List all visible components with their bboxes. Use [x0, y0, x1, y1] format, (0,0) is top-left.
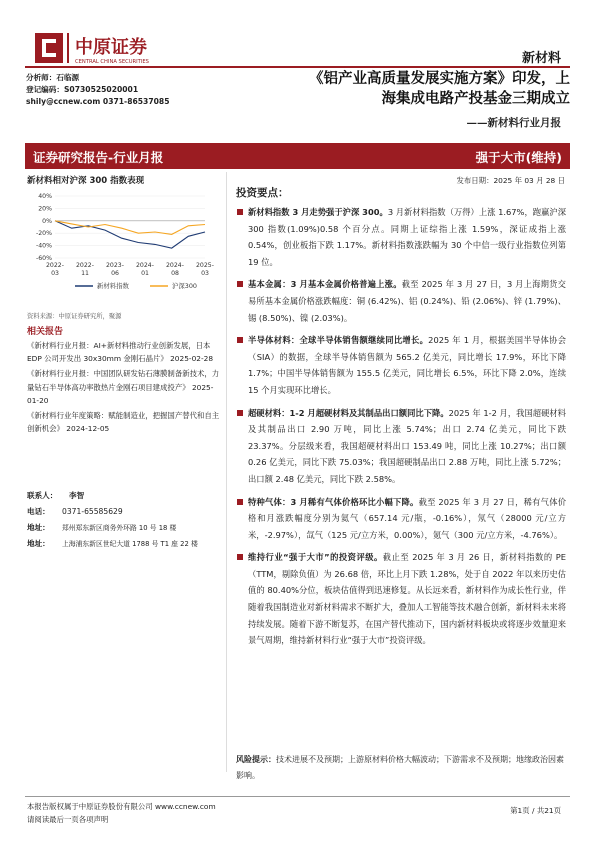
x-tick-label: 2024- — [136, 262, 154, 269]
contact-phone-label: 电话： — [27, 507, 50, 516]
risk-label: 风险提示： — [236, 755, 276, 764]
footer-divider — [25, 796, 570, 797]
performance-chart — [25, 190, 220, 305]
x-tick-label: 2022- — [46, 262, 64, 269]
contact-person-label: 联系人： — [27, 491, 58, 500]
y-tick-label: -60% — [36, 255, 52, 262]
contact-block — [27, 488, 223, 552]
x-tick-label: 06 — [111, 270, 119, 277]
x-tick-label: 11 — [81, 270, 89, 277]
point-text: 截至 2025 年 3 月 27 日，3 月上海期货交易所基本金属价格涨跌幅度：铜 (6.42%)、铝 (0.24%)、铅 (2.06%)、锌 (1.79%)、锡 (8.50%)、镍 (2.03%)。 — [248, 279, 566, 323]
point-text: 截止至 2025 年 3 月 26 日，新材料指数的 PE（TTM，剔除负值）为 26.68 倍，环比上月下跌 1.28%，处于自 2022 年以来历史估值的 80.40%分位，板块估值得到迅速修复。从长远来看，新材料作为成长性行业，伴随着我国制造业对新材料需求不断扩大，叠加人工智能等技术融合创新，新材料未来将持续发展。随着下游不断复苏，在国产替代推动下，国内新材料板块或将逐步效量迎来景气周期，维持新材料行业“强于大市”投资评级。 — [248, 552, 566, 646]
footer-copyright[interactable]: 本报告版权属于中原证券股份有限公司 www.ccnew.com — [27, 802, 216, 811]
logo-cn-text: 中原证券 — [75, 37, 147, 58]
y-tick-label: 40% — [38, 193, 52, 200]
points-list — [236, 204, 566, 655]
report-headline — [214, 69, 570, 109]
x-tick-label: 08 — [171, 270, 179, 277]
point-lead: 特种气体：3 月稀有气体价格环比小幅下降。 — [248, 496, 419, 507]
analyst-reg: 登记编码：S0730525020001 — [26, 85, 139, 94]
point-lead: 半导体材料：全球半导体销售额继续同比增长。 — [248, 335, 429, 346]
footer-notice — [27, 800, 216, 826]
page-number: 第1页 / 共21页 — [510, 806, 561, 815]
header-divider — [25, 66, 570, 68]
report-type: 证券研究报告-行业月报 — [33, 150, 164, 165]
point-lead: 超硬材料：1-2 月超硬材料及其制品出口额同比下降。 — [248, 407, 449, 418]
x-tick-label: 03 — [201, 270, 209, 277]
analyst-info — [26, 72, 206, 108]
contact-address-label: 地址： — [27, 523, 50, 532]
contact-address-row — [27, 520, 223, 536]
related-report-item[interactable]: 《新材料行业月报：AI+新材料推动行业创新发展，日本 EDP 公司开发出 30x30mm 金刚石晶片》 2025-02-28 — [27, 341, 214, 364]
headline-line2: 海集成电路产投基金三期成立 — [381, 90, 570, 107]
related-reports-list — [27, 339, 223, 437]
analyst-contact: shily@ccnew.com 0371-86537085 — [26, 97, 170, 106]
point-item — [236, 276, 566, 326]
y-tick-label: -40% — [36, 242, 52, 250]
related-report-item[interactable]: 《新材料行业月报：中国团队研发钻石薄膜制备新技术，力量钻石半导体高功率散热片金刚石项目建成投产》 2025-01-20 — [27, 369, 220, 405]
x-tick-label: 03 — [51, 270, 59, 277]
company-logo — [33, 31, 193, 71]
footer-disclaimer: 请阅读最后一页各项声明 — [27, 815, 109, 824]
column-divider — [226, 172, 227, 772]
point-text: 2025 年 1-2 月，我国超硬材料及其制品出口 2.90 万吨，同比上涨 5.74%；出口 2.74 亿美元，同比下跌 23.37%。分层级来看，我国超硬材料出口 153.49 吨，同比上涨 10.27%；出口额 0.26 亿美元，同比下跌 75.03%；我国超硬制品出口 2.88 万吨，同比上涨 5.72%；出口额 2.48 亿美元，同比下跌 2.58%。 — [248, 407, 566, 484]
release-date: 发布日期：2025 年 03 月 28 日 — [456, 176, 565, 185]
related-reports-heading: 相关报告 — [27, 327, 64, 337]
point-text: 截至 2025 年 3 月 27 日，稀有气体价格和月涨跌幅度分别为氦气（657.14 元/瓶，-0.16%），氖气（28000 元/立方米，-2.97%），氙气（125 元/立方米，0.00%），氪气（300 元/立方米，-4.76%）。 — [248, 496, 567, 540]
risk-text: 技术进展不及预期；上游原材料价格大幅波动；下游需求不及预期；地缘政治因素影响。 — [236, 755, 564, 780]
x-tick-label: 2023- — [106, 262, 124, 269]
point-item — [236, 549, 566, 649]
contact-phone-row — [27, 504, 223, 520]
contact-address: 郑州郑东新区商务外环路 10 号 18 楼 — [62, 524, 177, 532]
report-subtitle: ——新材料行业月报 — [466, 117, 561, 129]
x-tick-label: 2024- — [166, 262, 184, 269]
point-item — [236, 332, 566, 398]
contact-address2-label: 地址： — [27, 539, 50, 548]
risk-warning — [236, 752, 566, 784]
points-heading: 投资要点： — [236, 187, 289, 199]
contact-address2-row — [27, 536, 223, 552]
contact-person-row — [27, 488, 223, 504]
point-item — [236, 204, 566, 270]
rating: 强于大市(维持) — [475, 150, 562, 165]
logo-mark — [33, 31, 193, 71]
headline-line1: 《铝产业高质量发展实施方案》印发，上 — [309, 70, 570, 87]
legend-label: 新材料指数 — [97, 282, 129, 291]
legend-label: 沪深300 — [172, 282, 197, 291]
chart-svg — [25, 190, 220, 305]
point-lead: 维持行业“强于大市”的投资评级。 — [248, 552, 383, 563]
point-item — [236, 405, 566, 488]
point-item — [236, 494, 566, 544]
logo-en-text: CENTRAL CHINA SECURITIES — [75, 59, 149, 65]
y-tick-label: -20% — [36, 230, 52, 238]
report-banner — [25, 143, 570, 169]
x-tick-label: 2025- — [196, 262, 214, 269]
x-tick-label: 01 — [141, 270, 149, 277]
y-tick-label: 20% — [38, 205, 52, 213]
contact-phone: 0371-65585629 — [62, 507, 123, 516]
chart-source: 资料来源：中原证券研究所，聚源 — [27, 313, 122, 320]
point-lead: 基本金属：3 月基本金属价格普遍上涨。 — [248, 279, 402, 290]
y-tick-label: 0% — [42, 217, 52, 225]
point-lead: 新材料指数 3 月走势强于沪深 300。 — [248, 207, 388, 217]
point-text: 3 月新材料指数（万得）上涨 1.67%，跑赢沪深 300 指数(1.09%)0.58 个百分点。同期上证综指上涨 1.59%，深证成指上涨 0.54%，创业板指下跌 1.17%。新材料指数涨跌幅为 30 个中信一级行业指数位列第 19 位。 — [248, 207, 566, 267]
contact-person: 李智 — [69, 491, 85, 500]
point-text: 2025 年 1 月，根据美国半导体协会（SIA）的数据，全球半导体销售额为 565.2 亿美元，同比增长 17.9%，环比下降 1.7%；中国半导体销售额为 155.5 亿美元，同比增长 6.5%，环比下降 2.0%，连续 15 个月实现环比增长。 — [248, 335, 566, 395]
contact-address2: 上海浦东新区世纪大道 1788 号 T1 座 22 楼 — [62, 540, 198, 548]
analyst-name: 分析师：石临源 — [26, 73, 80, 82]
sector-title: 新材料 — [521, 51, 561, 66]
x-tick-label: 2022- — [76, 262, 94, 269]
related-report-item[interactable]: 《新材料行业年度策略：赋能制造业，把握国产替代和自主创新机会》 2024-12-05 — [27, 411, 220, 434]
chart-title: 新材料相对沪深 300 指数表现 — [27, 176, 145, 186]
